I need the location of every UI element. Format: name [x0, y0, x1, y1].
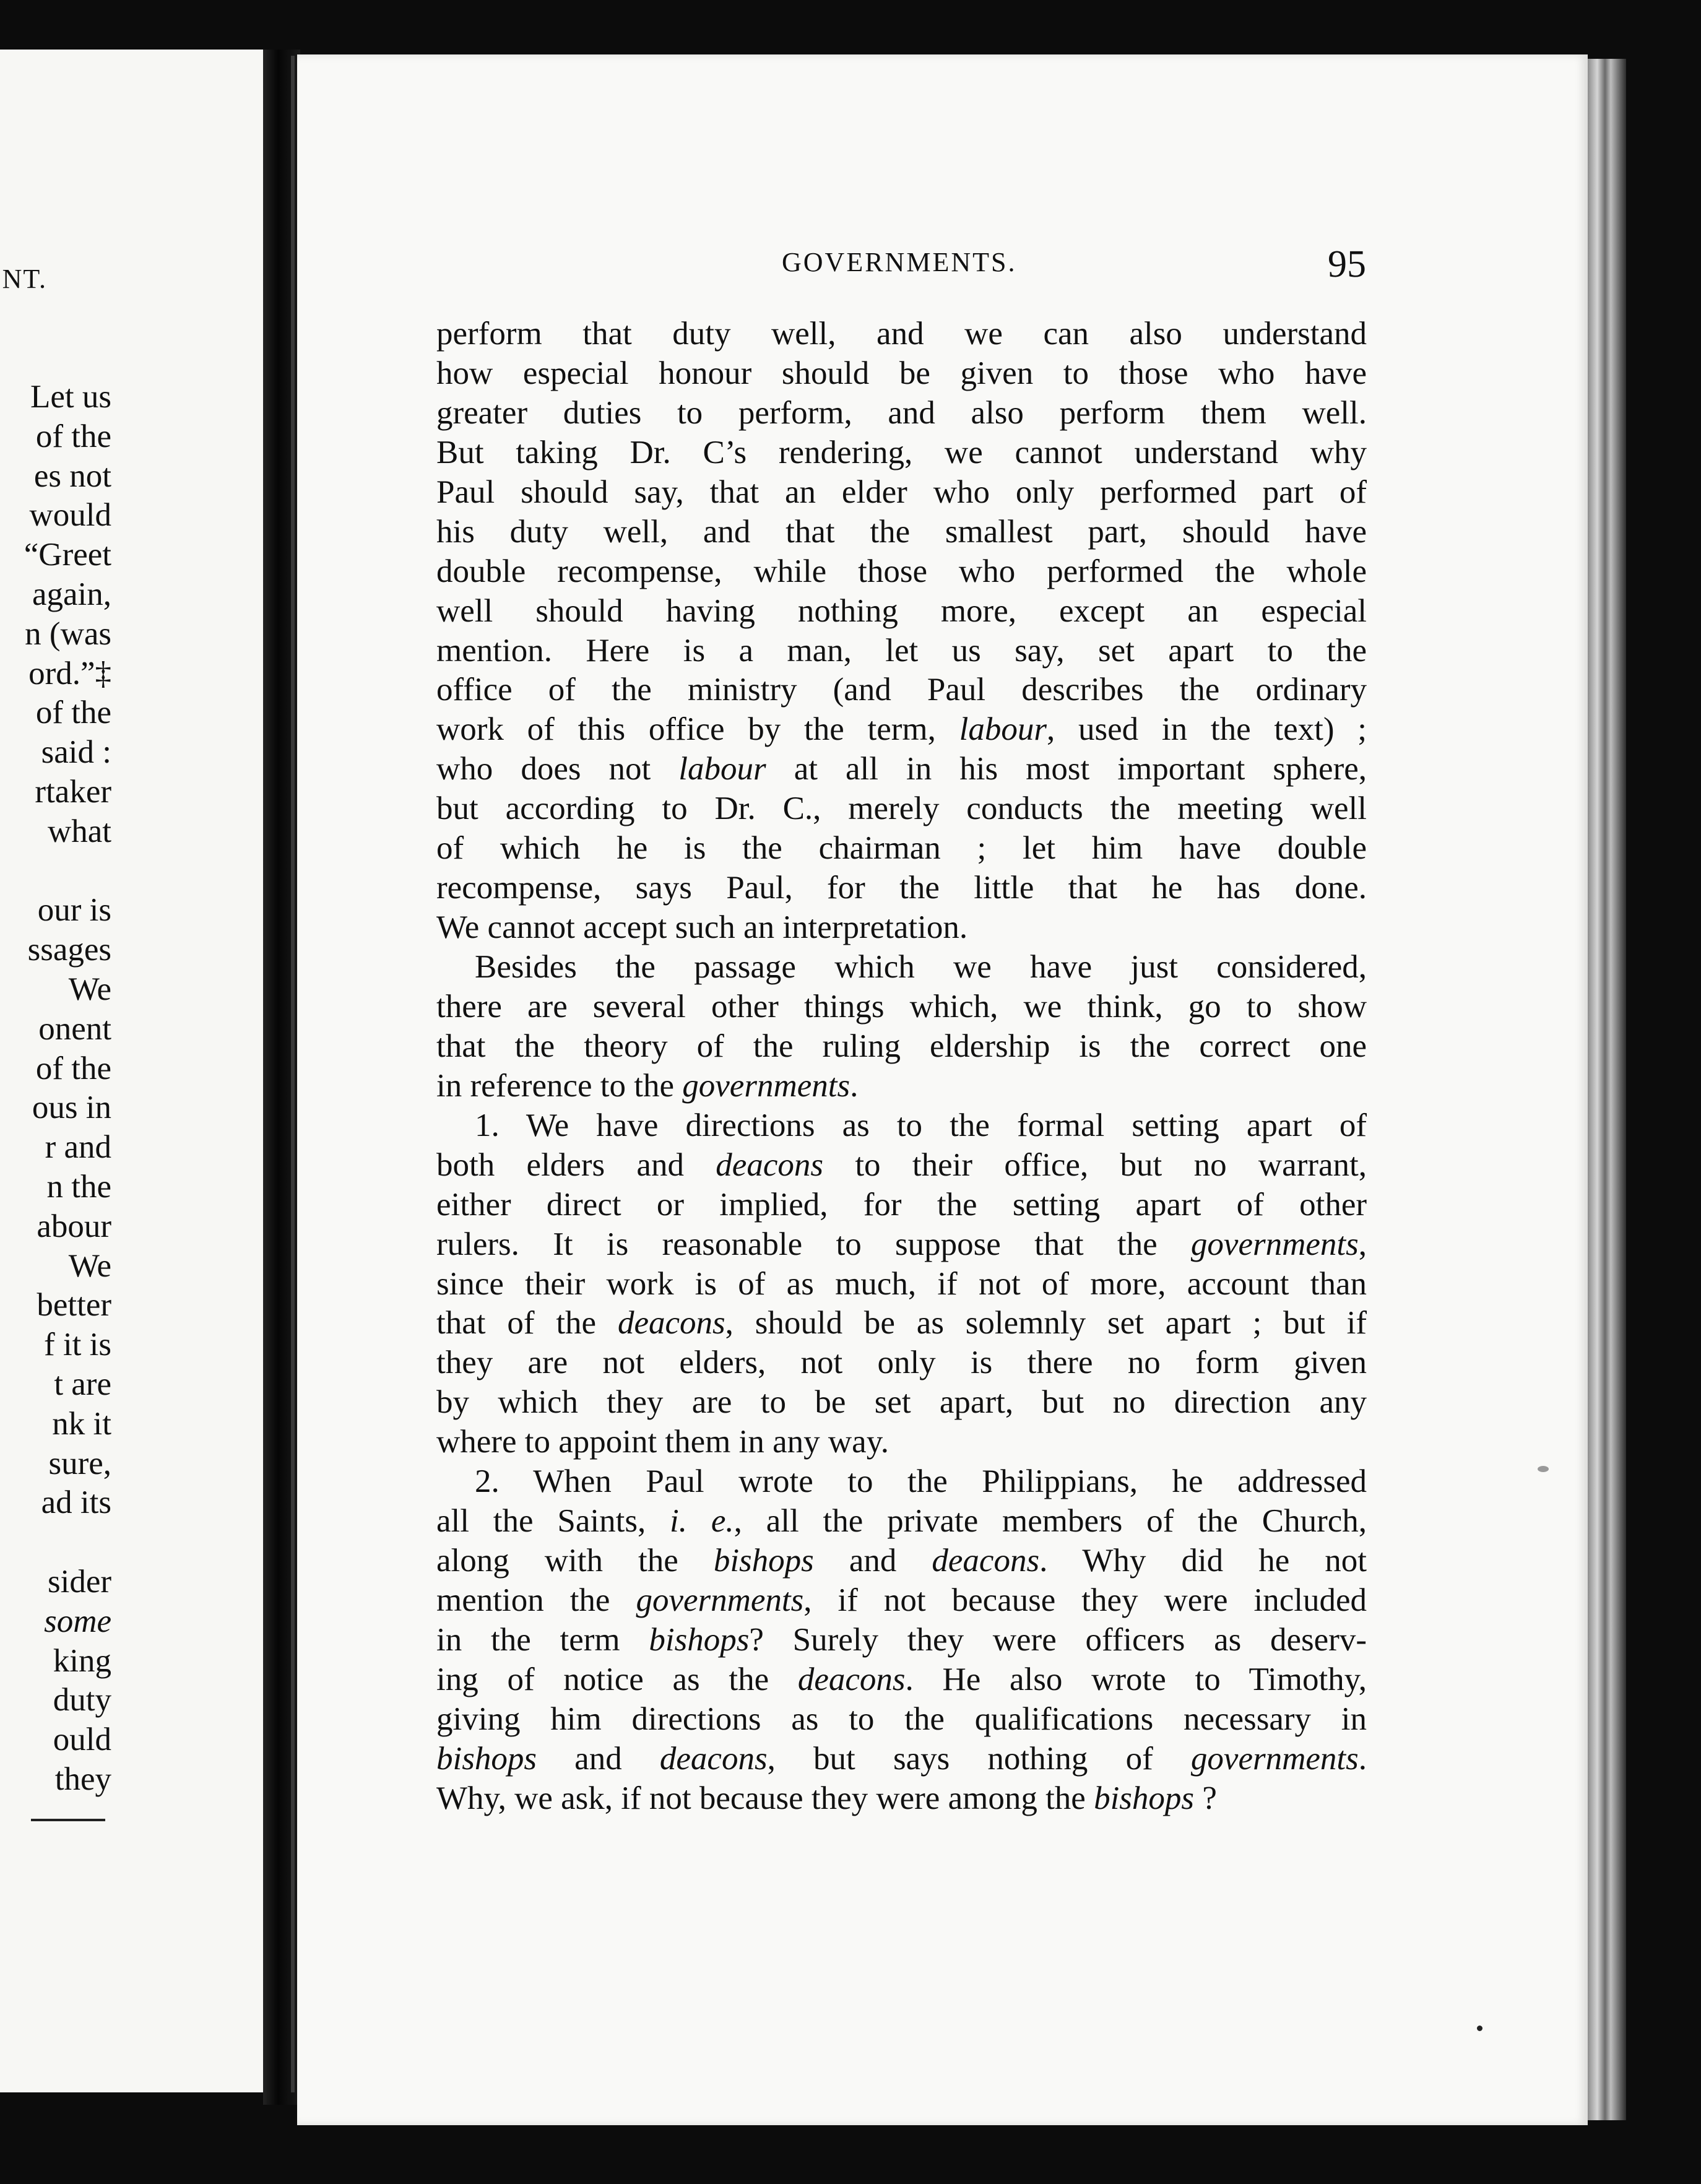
previous-page-line: again,	[32, 576, 111, 612]
text-line: We cannot accept such an interpretation.	[436, 909, 968, 946]
previous-page-line: of the	[35, 418, 111, 454]
text-line: both elders and deacons to their office, but no warrant,	[436, 1146, 1367, 1183]
previous-page-line: “Greet	[24, 537, 111, 573]
text-line: recompense, says Paul, for the little that he has done.	[436, 870, 1367, 906]
previous-page-line: what	[47, 813, 111, 849]
previous-page-line: ad its	[41, 1484, 111, 1521]
previous-page-line: ould	[53, 1722, 111, 1758]
text-line: but according to Dr. C., merely conducts the meeting well	[436, 791, 1367, 827]
previous-page-line: king	[53, 1642, 111, 1679]
previous-page-line: said :	[41, 734, 111, 771]
italic-term: deacons	[617, 1305, 725, 1341]
italic-term: labour	[959, 711, 1047, 748]
previous-page-line: ous in	[32, 1090, 111, 1126]
previous-page-line: some	[44, 1603, 111, 1639]
footnote-rule	[31, 1819, 105, 1821]
text-line: mention. Here is a man, let us say, set apart to the	[436, 632, 1367, 669]
book-gutter	[263, 50, 300, 2105]
text-line: where to appoint them in any way.	[436, 1424, 889, 1460]
text-line: there are several other things which, we think, go to show	[436, 988, 1367, 1025]
previous-page-line: r and	[45, 1129, 111, 1166]
text-line: who does not labour at all in his most important sphere,	[436, 751, 1367, 787]
previous-page-line: sider	[47, 1564, 111, 1600]
previous-page-line: of the	[35, 695, 111, 731]
previous-page-line: We	[68, 1247, 111, 1284]
dust-speck	[1538, 1466, 1549, 1472]
italic-term: deacons	[659, 1740, 768, 1777]
text-line: of which he is the chairman ; let him have double	[436, 830, 1367, 867]
text-line: Why, we ask, if not because they were among the bishops ?	[436, 1780, 1217, 1816]
previous-page-running-head: NT.	[2, 264, 47, 294]
text-line: in the term bishops? Surely they were officers as deserv-	[436, 1621, 1367, 1658]
text-line: 2. When Paul wrote to the Philippians, he addressed	[475, 1463, 1367, 1500]
previous-page-line: n the	[46, 1169, 111, 1205]
italic-term: deacons	[932, 1543, 1040, 1579]
gutter-edge	[291, 56, 295, 2092]
text-line: mention the governments, if not because they were included	[436, 1582, 1367, 1618]
text-line: that the theory of the ruling eldership is the correct one	[436, 1028, 1367, 1064]
text-line: Paul should say, that an elder who only performed part of	[436, 474, 1367, 510]
text-line: rulers. It is reasonable to suppose that the governments,	[436, 1226, 1367, 1262]
text-line: that of the deacons, should be as solemnly set apart ; but if	[436, 1305, 1367, 1341]
previous-page-line: ord.”‡	[28, 655, 111, 691]
previous-page-line: sure,	[48, 1445, 111, 1481]
previous-page-line: duty	[53, 1682, 111, 1718]
previous-page-line: they	[54, 1761, 111, 1797]
page-stack-edge	[1588, 59, 1626, 2120]
previous-page-line: nk it	[52, 1405, 111, 1442]
previous-page-line: would	[29, 497, 111, 534]
text-line: well should having nothing more, except an especial	[436, 592, 1367, 629]
text-line: greater duties to perform, and also perform them well.	[436, 394, 1367, 431]
previous-page-line: onent	[38, 1010, 111, 1047]
dust-speck	[1477, 2026, 1482, 2031]
italic-term: deacons	[797, 1661, 906, 1697]
italic-term: governments	[682, 1067, 850, 1104]
italic-term: labour	[678, 751, 766, 787]
previous-page-line: rtaker	[35, 774, 111, 810]
previous-page-line: es not	[33, 457, 111, 494]
text-line: all the Saints, i. e., all the private members of the Church,	[436, 1503, 1367, 1540]
text-line: 1. We have directions as to the formal setting apart of	[475, 1107, 1367, 1143]
page-number: 95	[1328, 243, 1366, 285]
previous-page-line: We	[68, 971, 111, 1007]
previous-page-line: better	[37, 1287, 111, 1324]
running-head: GOVERNMENTS.	[782, 247, 1017, 277]
text-line: how especial honour should be given to those who have	[436, 355, 1367, 391]
text-line: perform that duty well, and we can also understand	[436, 316, 1367, 352]
text-line: double recompense, while those who performed the whole	[436, 553, 1367, 589]
italic-term: deacons	[716, 1146, 823, 1183]
text-line: But taking Dr. C’s rendering, we cannot understand why	[436, 434, 1367, 470]
previous-page-line: f it is	[44, 1327, 111, 1363]
italic-term: governments	[636, 1582, 804, 1618]
italic-term: bishops	[649, 1621, 750, 1658]
body-text	[436, 314, 1367, 1819]
previous-page-line: abour	[37, 1208, 111, 1244]
text-line: work of this office by the term, labour, used in the text) ;	[436, 711, 1367, 748]
previous-page	[0, 50, 263, 2092]
italic-term: governments	[1190, 1740, 1359, 1777]
text-line: Besides the passage which we have just considered,	[475, 949, 1367, 985]
text-line: giving him directions as to the qualifications necessary in	[436, 1701, 1367, 1737]
italic-term: governments	[1190, 1226, 1359, 1262]
previous-page-line: our is	[37, 892, 111, 929]
text-line: in reference to the governments.	[436, 1067, 859, 1104]
italic-term: i. e.	[670, 1503, 734, 1540]
previous-page-line: t are	[54, 1366, 111, 1402]
text-line: bishops and deacons, but says nothing of governments.	[436, 1740, 1367, 1777]
text-line: since their work is of as much, if not of more, account than	[436, 1265, 1367, 1302]
italic-term: bishops	[1094, 1780, 1195, 1816]
italic-term: bishops	[713, 1543, 814, 1579]
text-line: ing of notice as the deacons. He also wrote to Timothy,	[436, 1661, 1367, 1697]
text-line: along with the bishops and deacons. Why did he not	[436, 1543, 1367, 1579]
text-line: by which they are to be set apart, but no direction any	[436, 1384, 1367, 1421]
italic-term: bishops	[436, 1740, 537, 1777]
text-line: either direct or implied, for the setting apart of other	[436, 1186, 1367, 1223]
text-line: his duty well, and that the smallest part, should have	[436, 513, 1367, 550]
previous-page-line: ssages	[27, 932, 111, 968]
text-line: office of the ministry (and Paul describes the ordinary	[436, 672, 1367, 708]
previous-page-line: of the	[35, 1050, 111, 1086]
previous-page-line: n (was	[25, 615, 111, 652]
previous-page-line: Let us	[30, 379, 111, 415]
text-line: they are not elders, not only is there no form given	[436, 1345, 1367, 1381]
